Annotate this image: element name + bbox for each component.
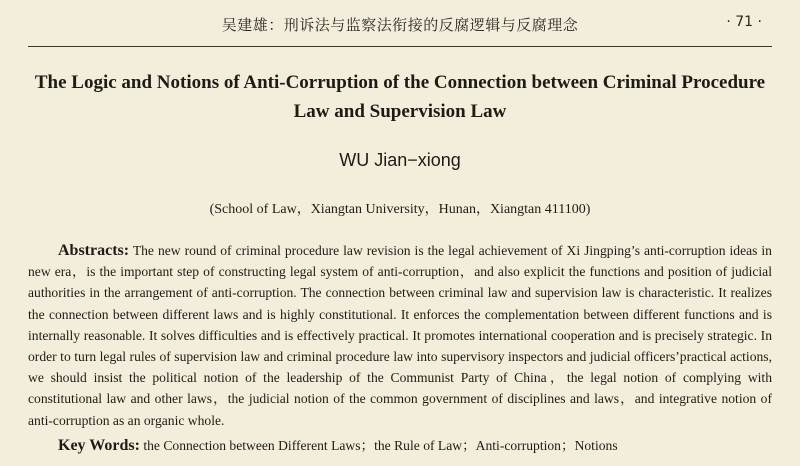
article-title: The Logic and Notions of Anti-Corruption of the Connection between Criminal Procedure Law and Supervision Law xyxy=(34,72,766,122)
abstract-label: Abstracts: xyxy=(58,242,130,259)
keywords-text: the Connection between Different Laws；the Rule of Law；Anti-corruption；Notions xyxy=(143,438,618,453)
keywords-label: Key Words: xyxy=(58,437,140,454)
author-affiliation: (School of Law，Xiangtan University，Hunan，Xiangtan 411100) xyxy=(209,202,591,217)
keywords-line xyxy=(58,435,772,456)
abstract-text: The new round of criminal procedure law revision is the legal achievement of Xi Jingping’s anti-corruption ideas in new era，is the important step of constructing legal system of anti-corruption，and also explicit the functions and position of judicial authorities in the arrangement of anti-corruption. The connection between criminal law and supervision law is characteristic. It realizes the connection between different laws and is highly constitutional. It enforces the complementation between different functions and is internally reasonable. It solves difficulties and is effectively practical. It promotes international cooperation and is precisely strategic. In order to turn legal rules of supervision law and criminal procedure law into supervisory inspectors and judicial officers’practical actions, we should insist the political notion of the leadership of the Communist Party of China，the legal notion of complying with constitutional law and other laws，the judicial notion of the common government of disciplines and laws，and integrative notion of anti-corruption as an organic whole. xyxy=(28,243,772,428)
author-name: WU Jian−xiong xyxy=(339,150,461,170)
running-title: 吴建雄：刑诉法与监察法衔接的反腐逻辑与反腐理念 xyxy=(221,16,579,34)
page-number: · 71 · xyxy=(726,14,762,30)
abstract-paragraph xyxy=(28,240,772,431)
running-header xyxy=(28,0,772,47)
